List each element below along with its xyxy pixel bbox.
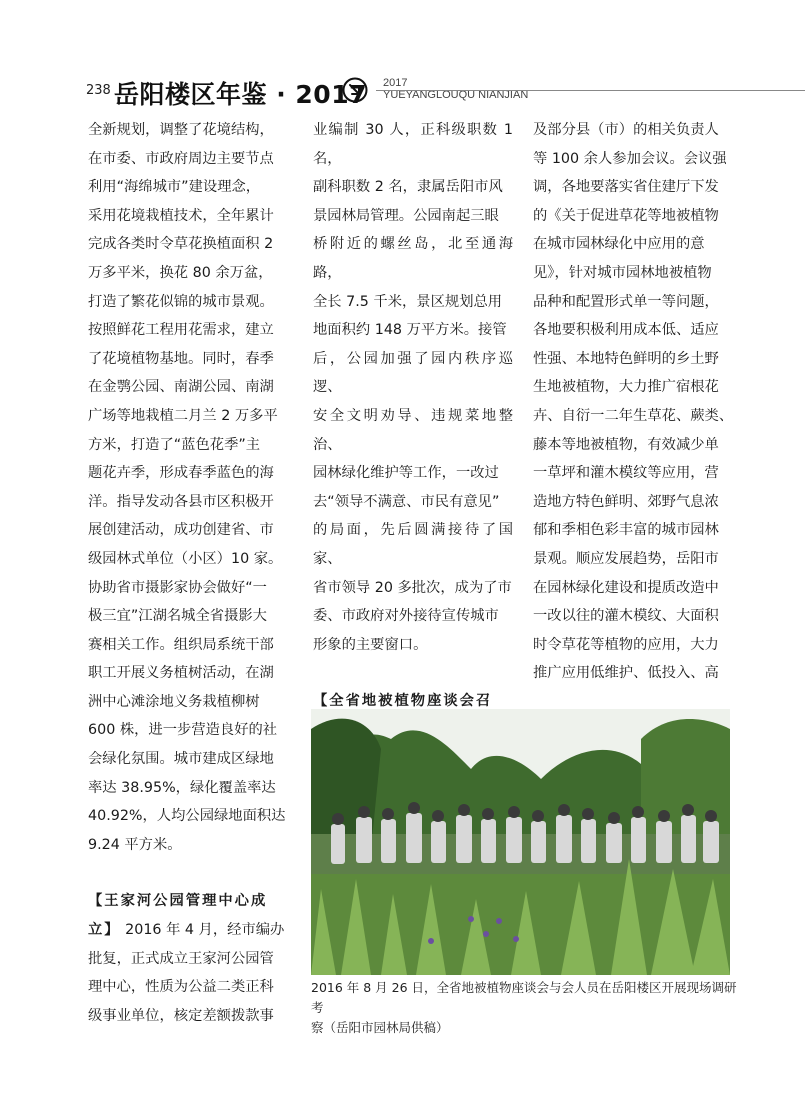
paragraph: 业编制 30 人，正科级职数 1 名， 副科职数 2 名，隶属岳阳市风 景园林局管理。公园南起三眼 桥附近的螺丝岛，北至通海路， 全长 7.5 千米，景区规划总用 地面积约 148 万平方米。接管 后，公园加强了园内秩序巡逻、 安全文明劝导、违规菜地整治、 园林绿化维护等工作，一改过 去“领导不满意、市民有意见” 的局面，先后圆满接待了国家、 省市领导 20 多批次，成为了市 委、市政府对外接待宣传城市 形象的主要窗口。 — [313, 122, 513, 653]
section-title: 【王家河公园管理中心成 立】 — [88, 893, 268, 939]
field-survey-photo — [311, 709, 730, 975]
circle-arrow-down-right-icon — [342, 77, 368, 103]
paragraph-gap — [313, 659, 513, 687]
edition-pinyin: YUEYANGLOUQU NIANJIAN — [383, 89, 529, 101]
edition-label — [383, 77, 528, 101]
text-column-3 — [533, 116, 735, 688]
paragraph: 及部分县（市）的相关负责人 等 100 余人参加会议。会议强 调，各地要落实省住建厅下发 的《关于促进草花等地被植物 在城市园林绿化中应用的意 见》，针对城市园林地被植物 品种和配置形式单一等问题， 各地要积极利用成本低、适应 性强、本地特色鲜明的乡土野 生地被植物，大力推广宿根花 卉、自衍一二年生草花、蕨类、 藤本等地被植物，有效减少单 一草坪和灌木模纹等应用，营 造地方特色鲜明、郊野气息浓 郁和季相色彩丰富的城市园林 景观。顺应发展趋势，岳阳市 在园林绿化建设和提质改造中 一改以往的灌木模纹、大面积 时令草花等植物的应用，大力 推广应用低维护、低投入、高 — [533, 122, 734, 682]
page-header — [86, 76, 805, 112]
photo-caption: 2016 年 8 月 26 日，全省地被植物座谈会与会人员在岳阳楼区开展现场调研考 察（岳阳市园林局供稿） — [311, 980, 737, 1035]
section-entry — [88, 887, 290, 1030]
paragraph: 全新规划，调整了花境结构， 在市委、市政府周边主要节点 利用“海绵城市”建设理念， 采用花境栽植技术，全年累计 完成各类时令草花换植面积 2 万多平米，换花 80 余万盆， 打造了繁花似锦的城市景观。 按照鲜花工程用花需求，建立 了花境植物基地。同时，春季 在金鹗公园、南湖公园、南湖 广场等地栽植二月兰 2 万多平 方米，打造了“蓝色花季”主 题花卉季，形成春季蓝色的海 洋。指导发动各县市区积极开 展创建活动，成功创建省、市 级园林式单位（小区）10 家。 协助省市摄影家协会做好“一 极三宜”江湖名城全省摄影大 赛相关工作。组织局系统干部 职工开展义务植树活动，在湖 洲中心滩涂地义务栽植柳树 600 株，进一步营造良好的社 会绿化氛围。城市建成区绿地 率达 38.95%，绿化覆盖率达 40.92%，人均公园绿地面积达 9.24 平方米。 — [88, 122, 286, 853]
edition-year: 2017 — [383, 77, 408, 89]
header-rule — [376, 90, 805, 91]
section-title: 【全省地被植物座谈会召 — [313, 693, 493, 710]
page-number: 238 — [86, 83, 111, 98]
paragraph: 2016 年 4 月，经市编办 批复，正式成立王家河公园管 理中心，性质为公益二类正科 级事业单位，核定差额拨款事 — [88, 922, 285, 1024]
paragraph-gap — [88, 859, 290, 887]
book-title: 岳阳楼区年鉴 · 2017 — [114, 80, 367, 109]
photo-illustration — [311, 709, 730, 975]
text-column-1 — [88, 116, 290, 1030]
